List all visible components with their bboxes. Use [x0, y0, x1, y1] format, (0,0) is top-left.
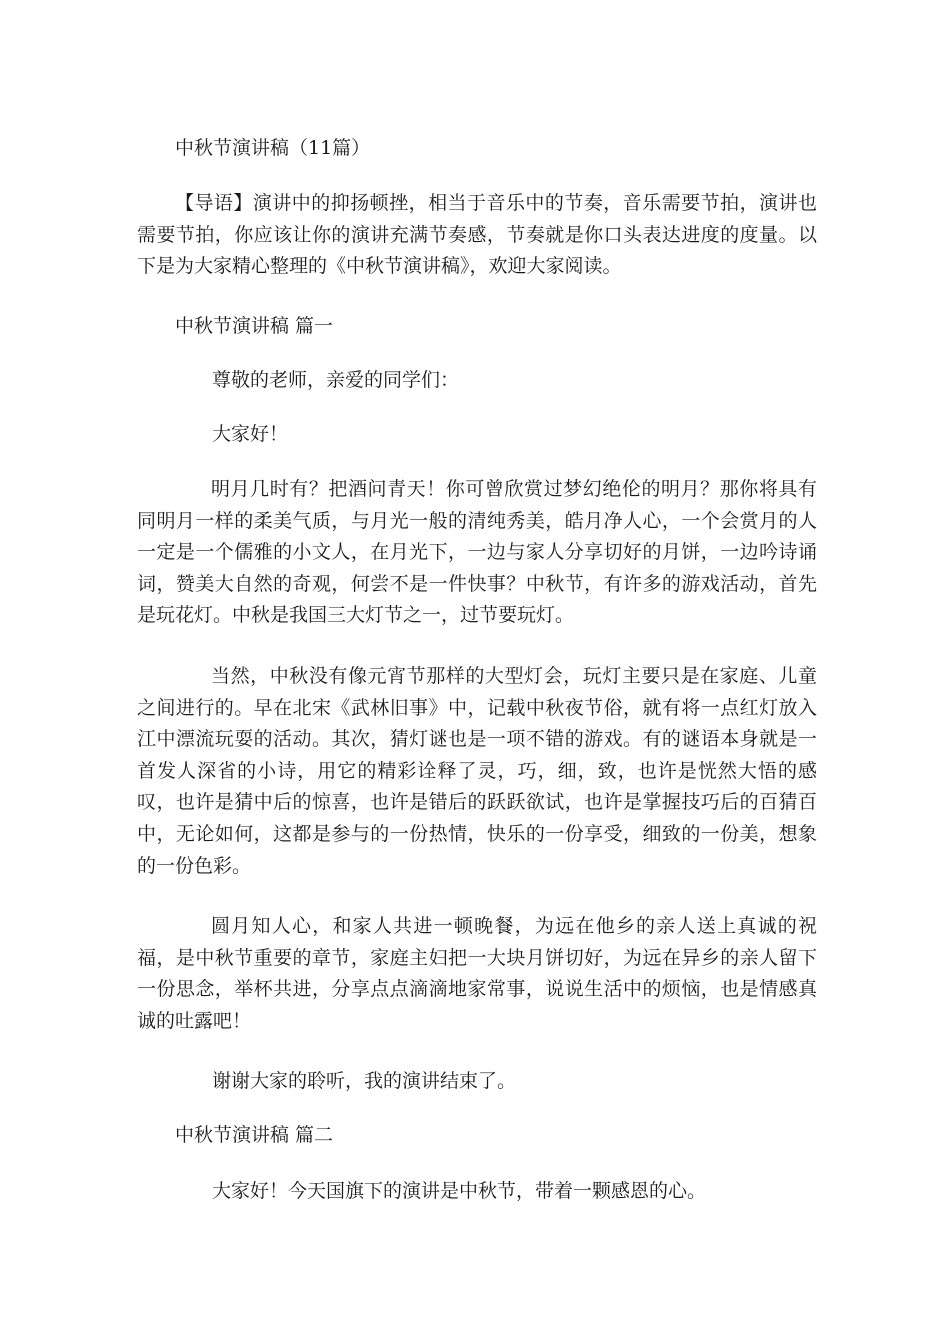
section-heading-1: 中秋节演讲稿 篇一: [175, 315, 334, 337]
body-paragraph: 当然，中秋没有像元宵节那样的大型灯会，玩灯主要只是在家庭、儿童之间进行的。早在北宋《武林旧事》中，记载中秋夜节俗，就有将一点红灯放入江中漂流玩耍的活动。其次，猜灯谜也是一项不错的游戏。有的谜语本身就是一首发人深省的小诗，用它的精彩诠释了灵，巧，细，致，也许是恍然大悟的感叹，也许是猜中后的惊喜，也许是错后的跃跃欲试，也许是掌握技巧后的百猜百中，无论如何，这都是参与的一份热情，快乐的一份享受，细致的一份美，想象的一份色彩。: [137, 665, 817, 877]
greeting: 大家好！: [212, 423, 289, 445]
closing-line: 谢谢大家的聆听，我的演讲结束了。: [212, 1070, 517, 1092]
body-paragraph: 圆月知人心，和家人共进一顿晚餐，为远在他乡的亲人送上真诚的祝福，是中秋节重要的章节，家庭主妇把一大块月饼切好，为远在异乡的亲人留下一份思念，举杯共进，分享点点滴滴地家常事，说说生活中的烦恼，也是情感真诚的吐露吧！: [137, 915, 817, 1032]
document-title: 中秋节演讲稿（11篇）: [175, 137, 371, 159]
intro-paragraph: 【导语】演讲中的抑扬顿挫，相当于音乐中的节奏，音乐需要节拍，演讲也需要节拍，你应该让你的演讲充满节奏感，节奏就是你口头表达进度的度量。以下是为大家精心整理的《中秋节演讲稿》，欢迎大家阅读。: [137, 192, 817, 278]
body-paragraph: 明月几时有？把酒问青天！你可曾欣赏过梦幻绝伦的明月？那你将具有同明月一样的柔美气质，与月光一般的清纯秀美，皓月净人心，一个会赏月的人一定是一个儒雅的小文人，在月光下，一边与家人分享切好的月饼，一边吟诗诵词，赞美大自然的奇观，何尝不是一件快事？中秋节，有许多的游戏活动，首先是玩花灯。中秋是我国三大灯节之一，过节要玩灯。: [137, 478, 817, 627]
salutation: 尊敬的老师，亲爱的同学们：: [212, 369, 460, 391]
section2-opening: 大家好！今天国旗下的演讲是中秋节，带着一颗感恩的心。: [212, 1180, 707, 1202]
section-heading-2: 中秋节演讲稿 篇二: [175, 1124, 334, 1146]
